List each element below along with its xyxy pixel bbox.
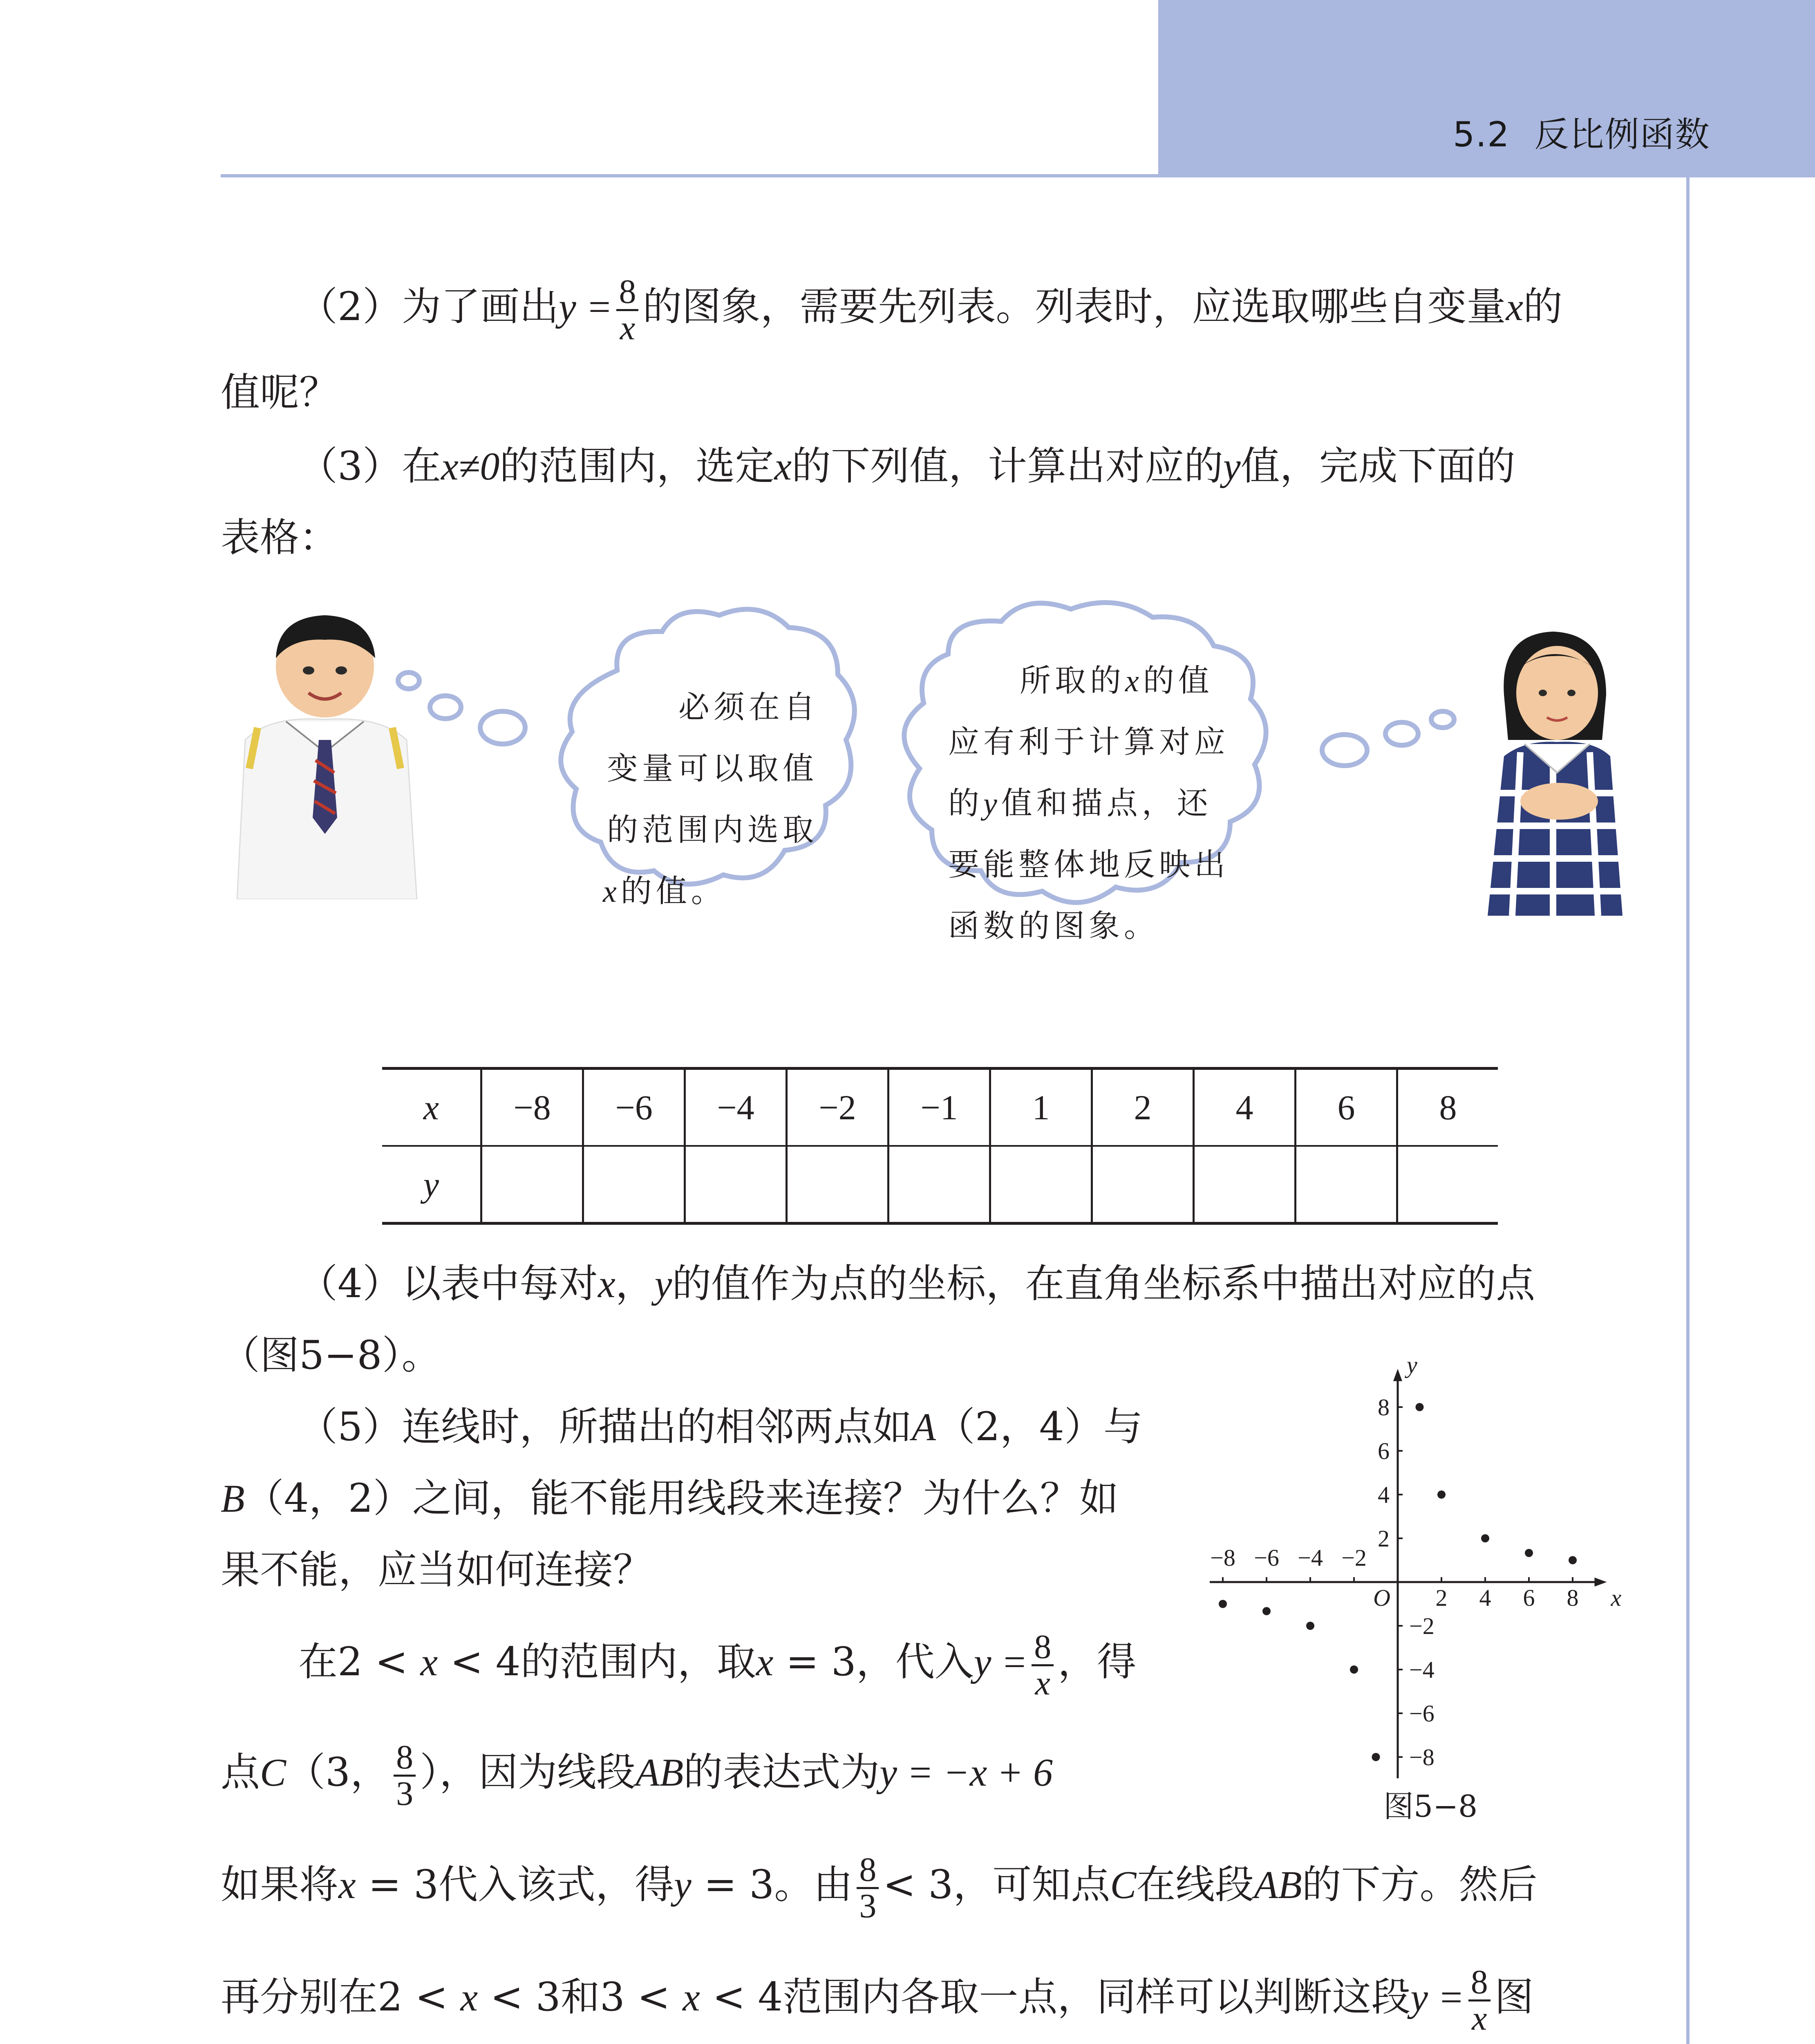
margin-rule [1686,175,1690,2044]
y-cell-empty[interactable] [583,1146,685,1224]
para-line1: 在2 < x < 4的范围内，取x = 3，代入y = $\frac{8}{x}$ ，得 [298,1627,1137,1702]
cloud-right-line3: 的y值和描点，还 [948,785,1212,821]
data-point [1437,1490,1446,1499]
data-point [1372,1753,1380,1761]
y-tick-label: −6 [1409,1700,1435,1727]
para-line4: 再分别在2 < x < 3和3 < x < 4范围内各取一点，同样可以判断这段y = $\frac{8}{x}$ 图 [221,1963,1534,2037]
para-line2: 点C（3， $\frac{8}{3}$ ），因为线段AB的表达式为y = −x + 6 [221,1738,1053,1813]
y-cell-empty[interactable] [787,1146,888,1224]
x-tick-label: −2 [1341,1544,1367,1571]
para-line3: 如果将x = 3代入该式，得y = 3。由 $\frac{8}{3}$ < 3，可知点C在线段AB的下方。然后 [221,1850,1537,1925]
x-cell: 6 [1296,1069,1397,1146]
x-tick-label: −8 [1210,1544,1235,1571]
figure-5-8-scatter [1210,1345,1651,1778]
cloud-right-line1: 所取的x的值 [1020,662,1213,699]
data-point [1569,1556,1577,1564]
question-2: （2）为了画出y = $\frac{8}{x}$ 的图象，需要先列表。列表时，应选取哪些自变量x的 [298,272,1563,347]
question-3-cont: 表格： [221,515,338,560]
y-cell-empty[interactable] [1397,1146,1498,1224]
x-cell: −4 [685,1069,787,1146]
cloud-right-line5: 函数的图象。 [948,908,1159,944]
y-tick-label: −8 [1409,1744,1435,1771]
y-cell-empty[interactable] [1296,1146,1397,1224]
fraction-8-over-x: $\frac{8}{x}$ [1468,1965,1490,2036]
question-4: （4）以表中每对x，y的值作为点的坐标，在直角坐标系中描出对应的点 [298,1261,1535,1307]
y-tick-label: −4 [1409,1656,1435,1683]
x-tick-label: 2 [1435,1585,1448,1611]
question-4-cont: （图5−8）。 [221,1332,441,1378]
y-cell-empty[interactable] [1092,1146,1194,1224]
x-cell: −6 [583,1069,685,1146]
fraction-8-over-3: $\frac{8}{3}$ [394,1740,416,1811]
x-cell: 1 [990,1069,1092,1146]
data-point [1350,1665,1358,1674]
x-cell: −2 [787,1069,888,1146]
question-5: （5）连线时，所描出的相邻两点如A（2，4）与 [298,1404,1143,1450]
y-tick-label: −2 [1409,1613,1435,1639]
fraction-8-over-x: $\frac{8}{x}$ [616,275,638,345]
x-tick-label: 6 [1523,1585,1535,1611]
question-3: （3）在x≠0的范围内，选定x的下列值，计算出对应的y值，完成下面的 [298,443,1515,489]
x-axis-arrow [1595,1578,1607,1587]
row-label-x: x [382,1069,481,1146]
y-cell-empty[interactable] [1194,1146,1296,1224]
y-axis-arrow [1393,1369,1402,1381]
cloud-right-line2: 应有利于计算对应 [948,724,1229,760]
x-tick-label: −6 [1254,1544,1279,1571]
data-point [1219,1600,1227,1608]
cloud-left-line3: 的范围内选取 [607,811,818,848]
question-5-line2: B（4，2）之间，能不能用线段来连接？为什么？如 [221,1475,1119,1521]
y-tick-label: 2 [1378,1525,1390,1552]
data-point [1525,1549,1533,1557]
x-tick-label: 4 [1479,1585,1491,1611]
cloud-left-line2: 变量可以取值 [607,750,818,787]
y-cell-empty[interactable] [685,1146,787,1224]
y-tick-label: 4 [1378,1481,1390,1508]
data-point [1262,1607,1271,1615]
figure-caption: 图5−8 [1383,1789,1478,1824]
cloud-right-line4: 要能整体地反映出 [948,846,1229,883]
x-tick-label: 8 [1567,1585,1579,1611]
x-cell: 4 [1194,1069,1296,1146]
header-rule [221,174,1815,177]
y-axis-label: y [1407,1351,1417,1378]
y-cell-empty[interactable] [888,1146,990,1224]
question-2-cont: 值呢？ [221,370,338,415]
y-cell-empty[interactable] [990,1146,1092,1224]
value-table [382,1067,1498,1225]
x-cell: −1 [888,1069,990,1146]
cloud-left-line4: x的值。 [603,873,726,909]
y-cell-empty[interactable] [481,1146,583,1224]
question-5-line3: 果不能，应当如何连接？ [221,1547,652,1593]
table-row-y [382,1146,1498,1224]
cloud-left-line1: 必须在自 [678,689,819,725]
y-tick-label: 8 [1378,1394,1390,1421]
fraction-8-over-3: $\frac{8}{3}$ [857,1853,879,1923]
y-tick-label: 6 [1378,1438,1390,1464]
x-axis-label: x [1611,1585,1622,1611]
origin-label: O [1373,1585,1390,1611]
data-point [1416,1403,1424,1411]
fraction-8-over-x: $\frac{8}{x}$ [1032,1630,1054,1701]
row-label-y: y [382,1146,481,1224]
table-row-x [382,1069,1498,1146]
data-point [1306,1622,1314,1630]
x-cell: 2 [1092,1069,1194,1146]
x-cell: −8 [481,1069,583,1146]
x-tick-label: −4 [1298,1544,1323,1571]
axes [1210,1352,1622,1779]
data-point [1481,1534,1489,1542]
section-title: 5.2 反比例函数 [1453,114,1710,155]
x-cell: 8 [1397,1069,1498,1146]
